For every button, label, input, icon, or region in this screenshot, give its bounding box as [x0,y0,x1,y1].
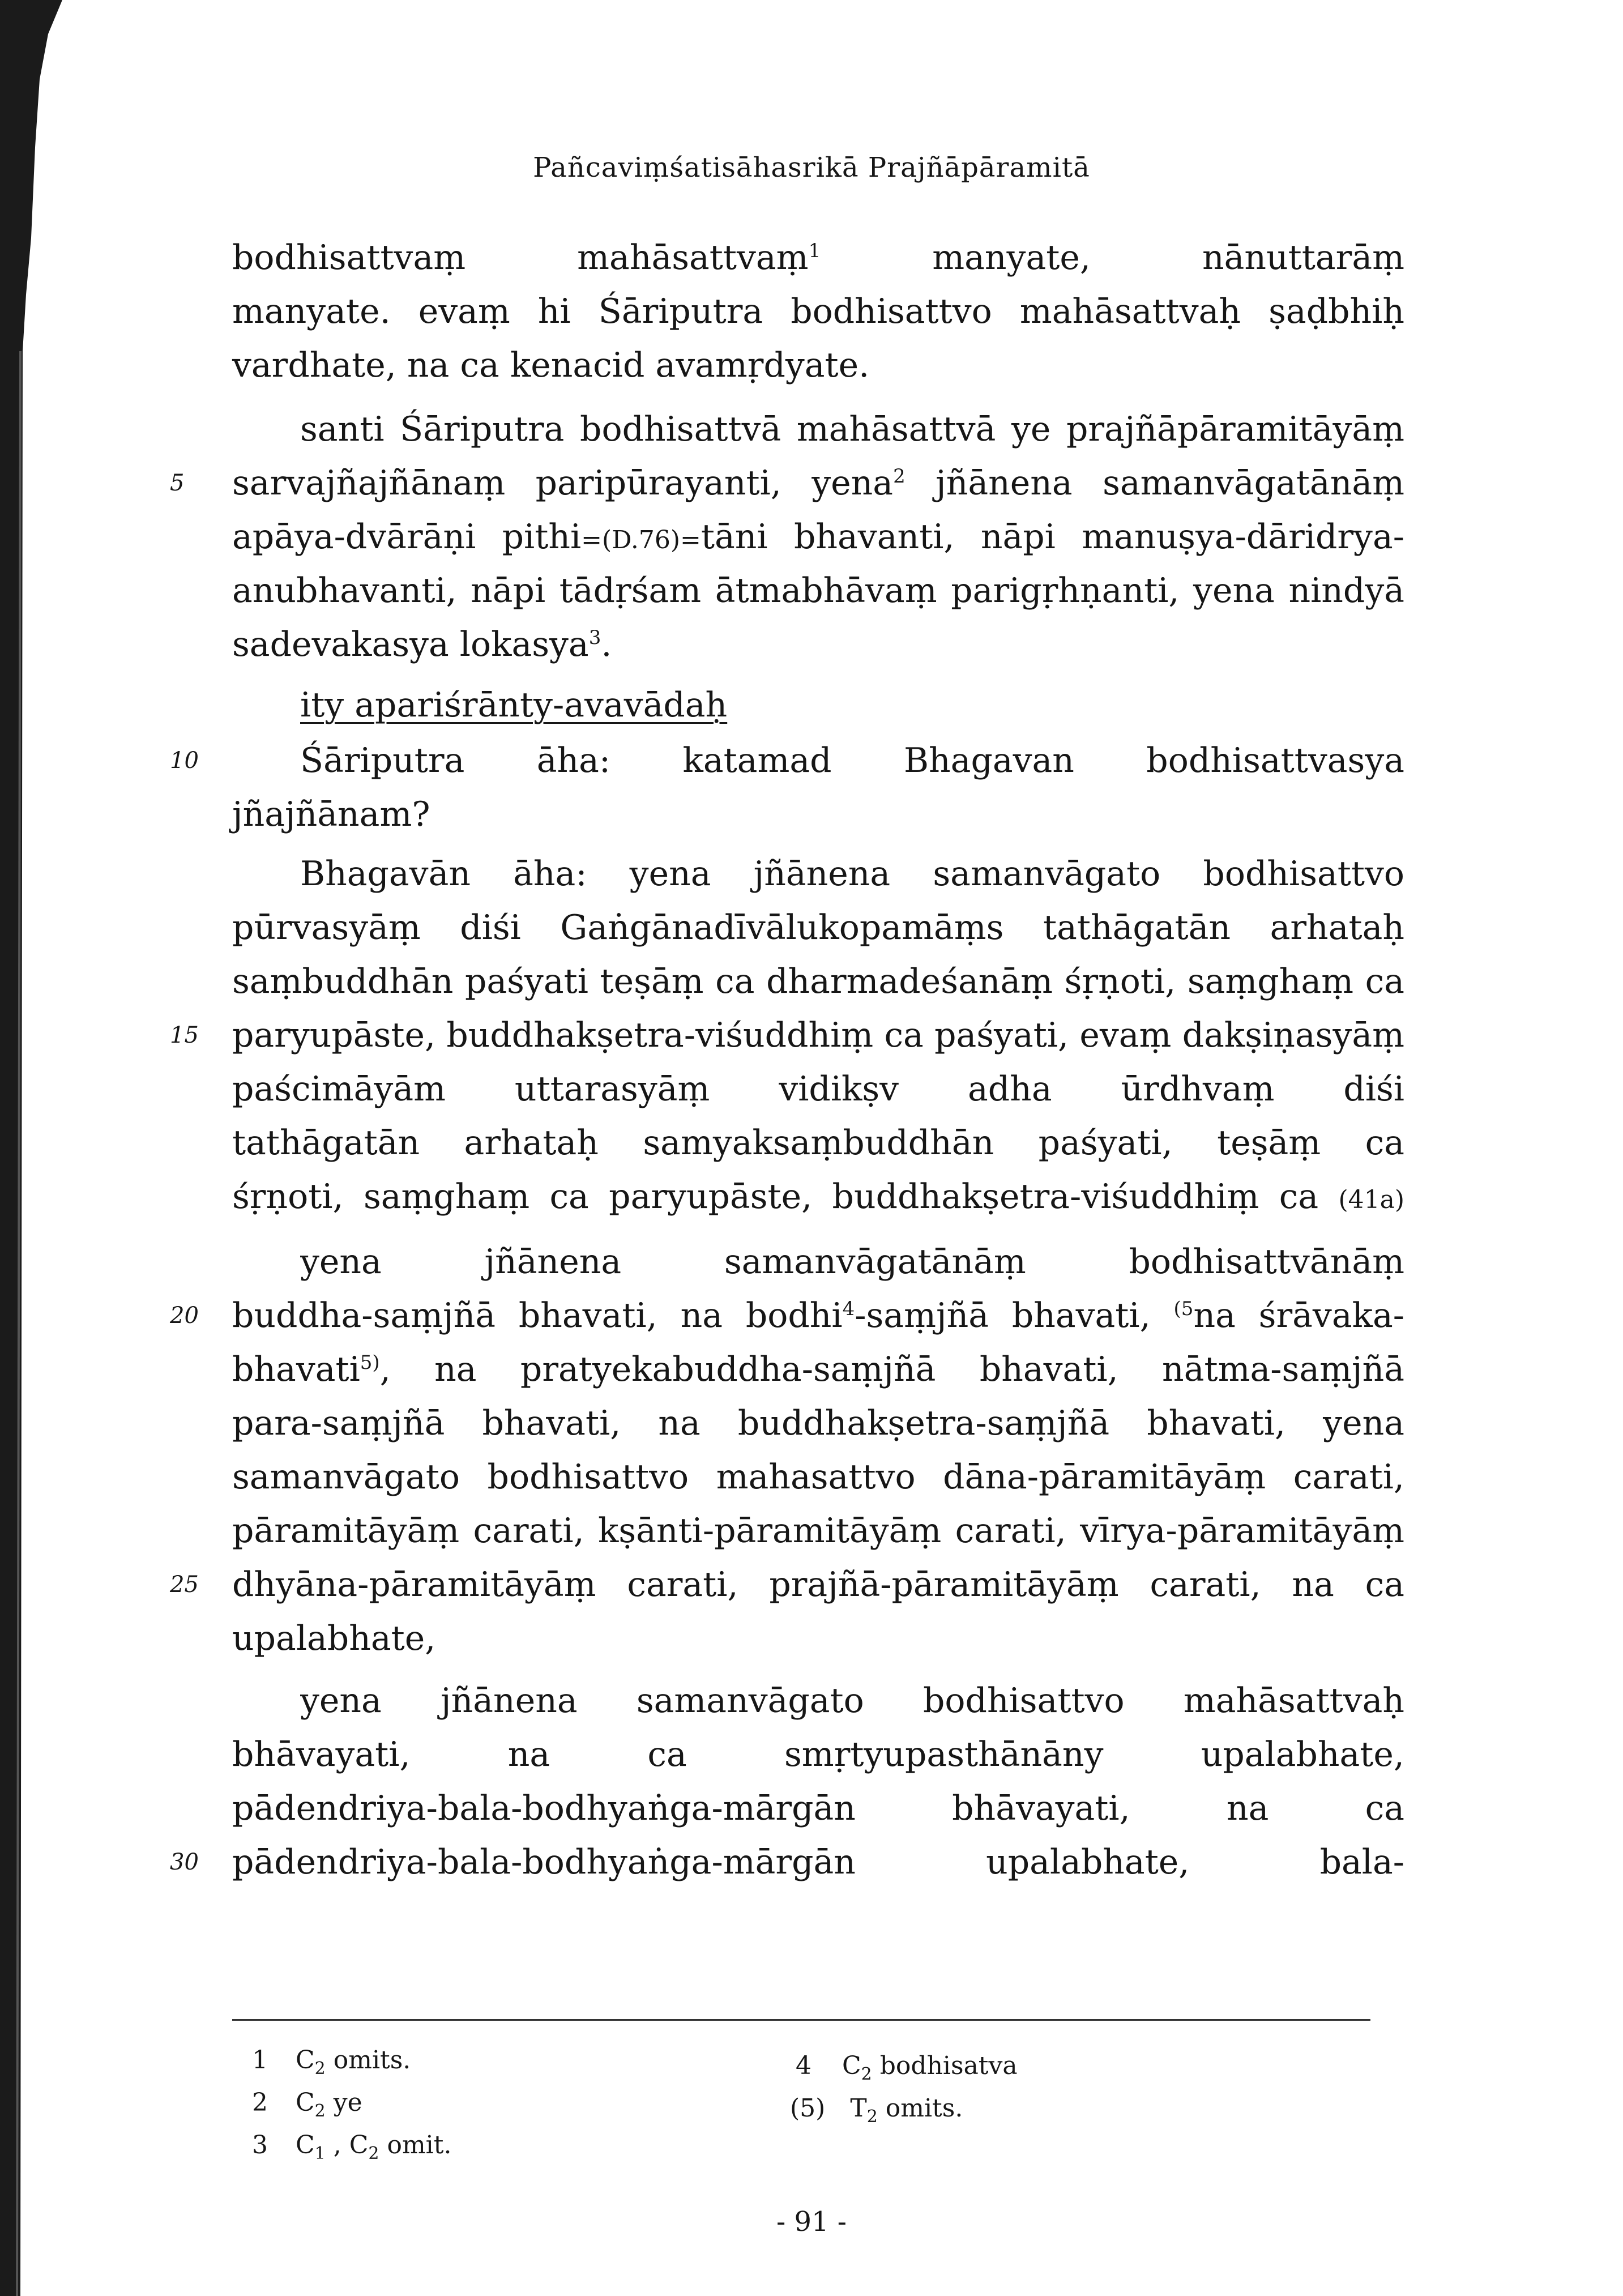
page-spine-shadow [0,0,62,2296]
footnote-number: (5) [790,2094,826,2123]
text-line: ity apariśrānty-avavādaḥ [300,685,728,725]
text-line: bhāvayati, na ca smṛtyupasthānāny upalabhate, [232,1735,1404,1774]
footnote-number: 4 [796,2051,812,2080]
footnote-text: $C_1$ , $C_2$ omit. [296,2131,452,2163]
footnote-marker: 3 [588,626,601,649]
text-line: jñajñānam? [232,795,430,834]
text-line: santi Śāriputra bodhisattvā mahāsattvā ye prajñāpāramitāyāṃ [300,409,1404,449]
footnote-text: $C_2$ bodhisatva [842,2051,1018,2084]
footnote-number: 3 [252,2131,268,2160]
footnote-3 [252,2128,451,2162]
footnote-number: 2 [252,2088,268,2117]
text-line: paryupāste, buddhakṣetra-viśuddhiṃ ca paśyati, evaṃ dakṣiṇasyāṃ [232,1015,1404,1055]
line-number: 5 [170,470,185,496]
page-reference: =(D.76)= [581,526,701,554]
text-line: pāramitāyāṃ carati, kṣānti-pāramitāyāṃ carati, vīrya-pāramitāyāṃ [232,1511,1404,1551]
text-line: pūrvasyāṃ diśi Gaṅgānadīvālukopamāṃs tathāgatān arhataḥ [232,908,1404,948]
text-line: upalabhate, [232,1619,436,1658]
text-line: śṛṇoti, saṃghaṃ ca paryupāste, buddhakṣetra-viśuddhiṃ ca (41a) [232,1177,1404,1217]
line-number: 10 [170,748,199,774]
text-line: pādendriya-bala-bodhyaṅga-mārgān upalabhate, bala- [232,1842,1404,1882]
page-reference: (41a) [1338,1185,1404,1214]
footnote-text: $C_2$ omits. [296,2046,411,2079]
text-line: paścimāyām uttarasyāṃ vidikṣv adha ūrdhvaṃ diśi [232,1069,1404,1109]
footnote-marker: 2 [893,465,906,488]
text-line: tathāgatān arhataḥ samyaksaṃbuddhān paśyati, teṣāṃ ca [232,1123,1404,1163]
footnote-text: $T_2$ omits. [850,2094,963,2127]
footnote-1 [252,2043,411,2077]
footnote-text: $C_2$ ye [296,2088,362,2121]
text-line: saṃbuddhān paśyati teṣāṃ ca dharmadeśanāṃ śṛṇoti, saṃghaṃ ca [232,962,1404,1001]
text-line: sarvajñajñānaṃ paripūrayanti, yena$^2$ jñānena samanvāgatānāṃ [232,463,1404,503]
footnote-marker: 1 [808,240,821,262]
text-line: anubhavanti, nāpi tādṛśam ātmabhāvaṃ parigṛhṇanti, yena nindyā [232,571,1404,611]
text-line: buddha-saṃjñā bhavati, na bodhi$^4$-saṃjñā bhavati, $^{(5}$na śrāvaka- [232,1296,1404,1335]
footnote-rule [232,2019,1370,2021]
line-number: 20 [170,1303,199,1329]
text-line: manyate. evaṃ hi Śāriputra bodhisattvo mahāsattvaḥ ṣaḍbhiḥ [232,292,1404,331]
text-line: Bhagavān āha: yena jñānena samanvāgato bodhisattvo [300,854,1404,894]
text-line: yena jñānena samanvāgatānāṃ bodhisattvānāṃ [300,1242,1404,1282]
text-line: Śāriputra āha: katamad Bhagavan bodhisattvasya [300,741,1404,780]
footnote-number: 1 [252,2046,268,2075]
line-number: 25 [170,1572,199,1598]
footnote-5 [790,2092,963,2126]
text-line: vardhate, na ca kenacid avamṛdyate. [232,345,870,385]
text-line: samanvāgato bodhisattvo mahasattvo dāna-pāramitāyāṃ carati, [232,1457,1404,1497]
text-line: apāya-dvārāṇi pithi=(D.76)=tāni bhavanti, nāpi manuṣya-dāridrya- [232,517,1404,557]
text-line: pādendriya-bala-bodhyaṅga-mārgān bhāvayati, na ca [232,1789,1404,1828]
line-number: 30 [170,1849,199,1875]
footnote-4 [796,2049,1018,2083]
footnote-marker: 5) [360,1351,380,1374]
line-number: 15 [170,1022,199,1048]
text-line: dhyāna-pāramitāyāṃ carati, prajñā-pāramitāyāṃ carati, na ca [232,1565,1404,1604]
page-number: - 91 - [776,2206,847,2238]
text-line: yena jñānena samanvāgato bodhisattvo mahāsattvaḥ [300,1681,1404,1721]
footnote-2 [252,2086,362,2120]
running-header: Pañcaviṃśatisāhasrikā Prajñāpāramitā [533,152,1090,183]
text-line: sadevakasya lokasya$^3$. [232,625,612,664]
text-line: bhavati$^{5)}$, na pratyekabuddha-saṃjñā bhavati, nātma-saṃjñā [232,1350,1404,1389]
text-line: bodhisattvaṃ mahāsattvaṃ$^1$ manyate, nānuttarāṃ [232,238,1404,278]
text-line: para-saṃjñā bhavati, na buddhakṣetra-saṃjñā bhavati, yena [232,1403,1404,1443]
footnote-marker: (5 [1173,1298,1194,1320]
footnote-marker: 4 [842,1298,855,1320]
